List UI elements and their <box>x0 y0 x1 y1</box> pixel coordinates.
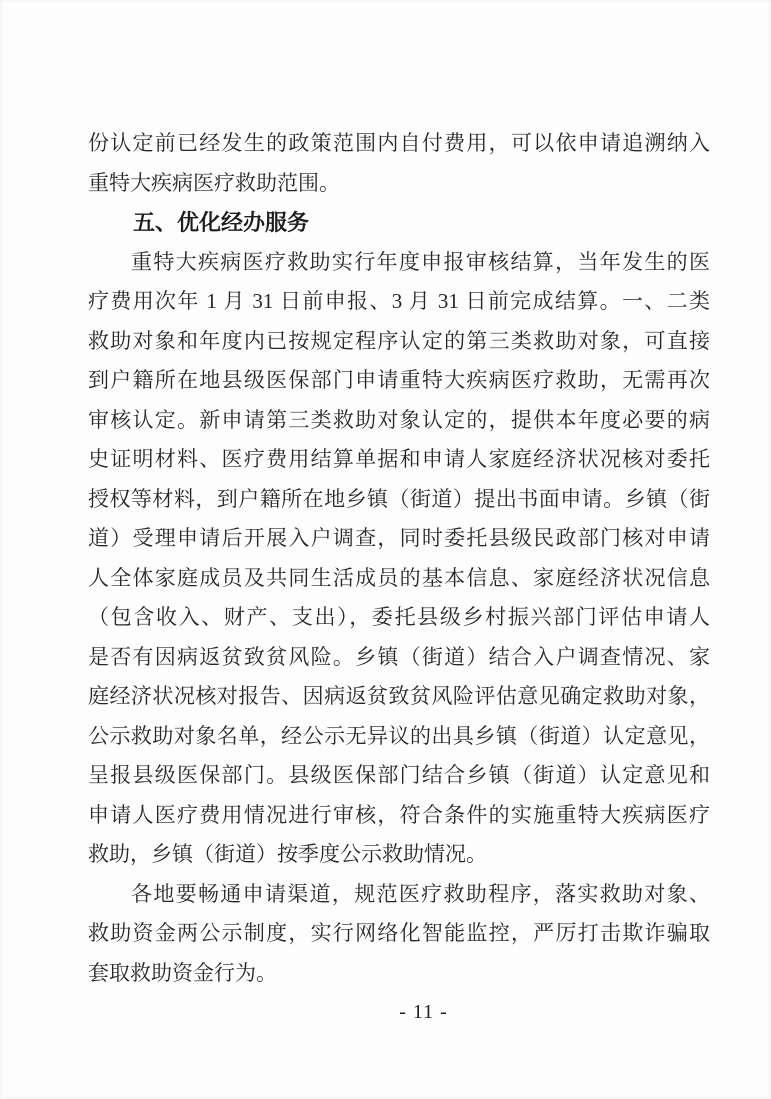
text-line: 套取救助资金行为。 <box>88 960 277 985</box>
text-line: 史证明材料、医疗费用结算单据和申请人家庭经济状况核对委托 <box>88 447 710 471</box>
text-line: 到户籍所在地县级医保部门申请重特大疾病医疗救助，无需再次 <box>88 368 710 392</box>
text-line: 疗费用次年 1 月 31 日前申报、3 月 31 日前完成结算。一、二类 <box>88 289 710 313</box>
text-line: 救助资金两公示制度，实行网络化智能监控，严厉打击欺诈骗取 <box>88 921 710 945</box>
text-line: 授权等材料，到户籍所在地乡镇（街道）提出书面申请。乡镇（街 <box>88 486 710 511</box>
page-number: - 11 - <box>399 1001 448 1023</box>
document-content <box>88 124 710 993</box>
text-line: 道）受理申请后开展入户调查，同时委托县级民政部门核对申请 <box>88 526 710 550</box>
text-line: 申请人医疗费用情况进行审核，符合条件的实施重特大疾病医疗 <box>88 802 710 827</box>
text-line: 各地要畅通申请渠道，规范医疗救助程序，落实救助对象、 <box>131 881 710 906</box>
section-heading: 五、优化经办服务 <box>133 210 310 235</box>
text-line: 重特大疾病医疗救助实行年度申报审核结算，当年发生的医 <box>131 249 710 274</box>
text-line: 公示救助对象名单，经公示无异议的出具乡镇（街道）认定意见， <box>88 723 710 748</box>
page-footer <box>0 1001 771 1024</box>
text-line: 救助对象和年度内已按规定程序认定的第三类救助对象，可直接 <box>88 328 710 353</box>
text-line: 重特大疾病医疗救助范围。 <box>88 170 340 195</box>
text-line: 呈报县级医保部门。县级医保部门结合乡镇（街道）认定意见和 <box>88 763 710 787</box>
text-line: 人全体家庭成员及共同生活成员的基本信息、家庭经济状况信息 <box>88 565 710 590</box>
text-line: （包含收入、财产、支出），委托县级乡村振兴部门评估申请人 <box>88 605 710 629</box>
text-line: 份认定前已经发生的政策范围内自付费用，可以依申请追溯纳入 <box>88 131 710 155</box>
text-line: 救助，乡镇（街道）按季度公示救助情况。 <box>88 842 487 866</box>
text-line: 是否有因病返贫致贫风险。乡镇（街道）结合入户调查情况、家 <box>88 644 710 669</box>
text-line: 庭经济状况核对报告、因病返贫致贫风险评估意见确定救助对象， <box>88 684 710 708</box>
text-line: 审核认定。新申请第三类救助对象认定的，提供本年度必要的病 <box>88 407 710 432</box>
